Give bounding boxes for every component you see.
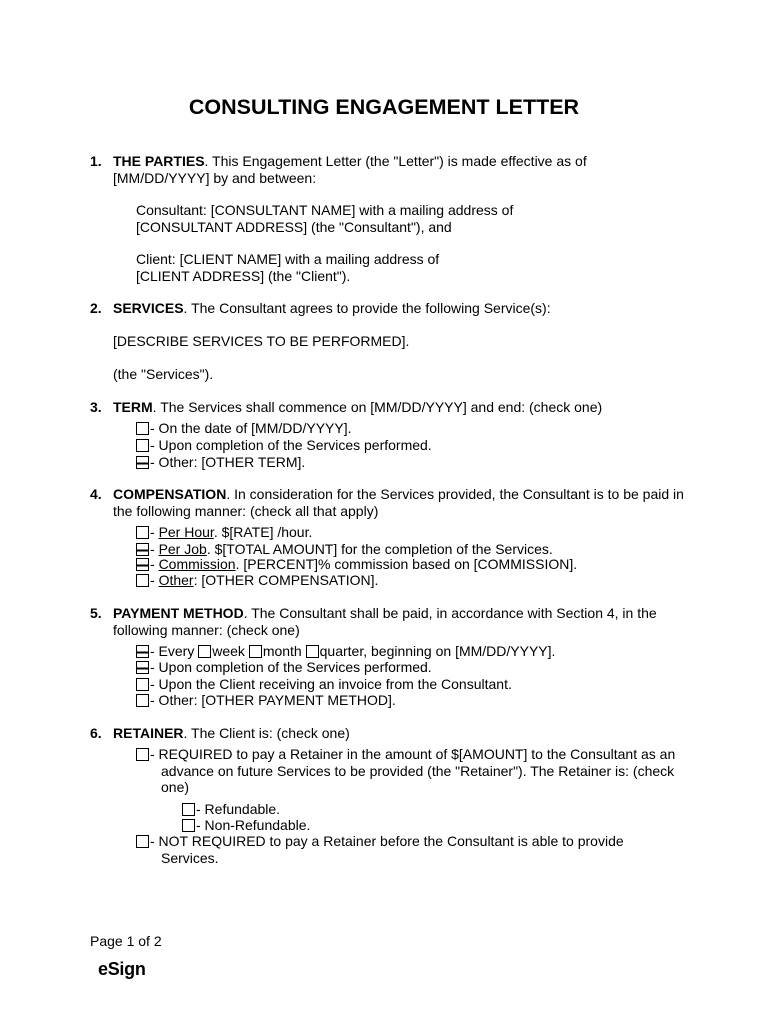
option-label: . [PERCENT]% commission based on [COMMISSION]. <box>235 556 578 572</box>
section-heading: PAYMENT METHOD <box>113 605 244 621</box>
checkbox[interactable] <box>182 819 195 832</box>
section-4-line-1 <box>113 486 684 503</box>
checkbox[interactable] <box>136 422 149 435</box>
option-dash: - <box>150 541 159 557</box>
week-checkbox[interactable] <box>198 645 211 658</box>
section-number: 6. <box>90 725 102 741</box>
section-number: 3. <box>90 399 102 415</box>
option-label: - Other: [OTHER PAYMENT METHOD]. <box>150 692 396 708</box>
option-label: . $[RATE] /hour. <box>213 524 313 540</box>
option-label: - Non-Refundable. <box>196 817 311 833</box>
section-heading: RETAINER <box>113 725 184 741</box>
payment-option-other <box>136 692 396 709</box>
option-label: - NOT REQUIRED to pay a Retainer before the Consultant is able to provide <box>150 833 624 849</box>
page-number: Page 1 of 2 <box>90 933 162 949</box>
option-label: - Upon the Client receiving an invoice from the Consultant. <box>150 676 512 692</box>
option-dash: - <box>150 572 159 588</box>
section-text: [MM/DD/YYYY] by and between: <box>113 170 317 186</box>
checkbox[interactable] <box>136 574 149 587</box>
compensation-option-commission <box>136 556 577 573</box>
retainer-required-option <box>136 746 675 763</box>
payment-option-completion <box>136 659 432 676</box>
option-label: month <box>262 643 306 659</box>
option-name: Per Hour <box>158 524 214 540</box>
services-description: [DESCRIBE SERVICES TO BE PERFORMED]. <box>113 333 410 349</box>
option-label: - Upon completion of the Services performed. <box>150 437 432 453</box>
section-heading: COMPENSATION <box>113 486 227 502</box>
services-definition: (the "Services"). <box>113 366 214 382</box>
section-text: . This Engagement Letter (the "Letter") is made effective as of <box>204 153 587 169</box>
section-heading: SERVICES <box>113 300 184 316</box>
checkbox[interactable] <box>136 661 149 674</box>
section-text: . The Consultant shall be paid, in accordance with Section 4, in the <box>243 605 657 621</box>
section-text: . The Client is: (check one) <box>183 725 350 741</box>
checkbox[interactable] <box>136 678 149 691</box>
checkbox[interactable] <box>136 645 149 658</box>
term-option-1 <box>136 420 352 437</box>
compensation-option-hour <box>136 524 312 541</box>
document-title: CONSULTING ENGAGEMENT LETTER <box>188 95 580 119</box>
section-1-line-1 <box>113 153 587 170</box>
checkbox[interactable] <box>136 694 149 707</box>
checkbox[interactable] <box>136 456 149 469</box>
section-heading: TERM <box>113 399 153 415</box>
option-label: : [OTHER COMPENSATION]. <box>193 572 379 588</box>
compensation-option-other <box>136 572 378 589</box>
option-dash: - <box>150 556 159 572</box>
checkbox[interactable] <box>136 835 149 848</box>
option-label: - Every <box>150 643 199 659</box>
payment-option-periodic <box>136 643 555 660</box>
option-label: advance on future Services to be provided (the "Retainer"). The Retainer is: (check <box>161 763 675 779</box>
option-label: Services. <box>161 850 219 866</box>
esign-logo: eSign <box>98 959 146 979</box>
option-label: . $[TOTAL AMOUNT] for the completion of the Services. <box>206 541 553 557</box>
section-2-line-1 <box>113 300 551 317</box>
checkbox[interactable] <box>182 803 195 816</box>
term-option-3 <box>136 454 305 471</box>
option-label: week <box>212 643 249 659</box>
section-number: 2. <box>90 300 102 316</box>
payment-option-invoice <box>136 676 512 693</box>
client-line-1: Client: [CLIENT NAME] with a mailing address of <box>136 251 440 267</box>
non-refundable-option <box>182 817 310 834</box>
section-text: . In consideration for the Services provided, the Consultant is to be paid in <box>226 486 684 502</box>
section-3-line-1 <box>113 399 602 416</box>
checkbox[interactable] <box>136 543 149 556</box>
section-6-line-1 <box>113 725 350 742</box>
retainer-not-required-option <box>136 833 624 850</box>
option-label: - REQUIRED to pay a Retainer in the amount of $[AMOUNT] to the Consultant as an <box>150 746 676 762</box>
section-heading: THE PARTIES <box>113 153 205 169</box>
option-name: Commission <box>158 556 236 572</box>
consultant-line-2: [CONSULTANT ADDRESS] (the "Consultant"), and <box>136 219 452 235</box>
month-checkbox[interactable] <box>249 645 262 658</box>
option-label: - Upon completion of the Services performed. <box>150 659 432 675</box>
option-label: - On the date of [MM/DD/YYYY]. <box>150 420 352 436</box>
section-text: . The Services shall commence on [MM/DD/YYYY] and end: (check one) <box>152 399 603 415</box>
option-label: - Refundable. <box>196 801 281 817</box>
option-name: Per Job <box>158 541 207 557</box>
checkbox[interactable] <box>136 558 149 571</box>
option-label: - Other: [OTHER TERM]. <box>150 454 306 470</box>
option-name: Other <box>158 572 194 588</box>
option-dash: - <box>150 524 159 540</box>
client-line-2: [CLIENT ADDRESS] (the "Client"). <box>136 268 351 284</box>
term-option-2 <box>136 437 432 454</box>
checkbox[interactable] <box>136 439 149 452</box>
section-text: following manner: (check one) <box>113 622 300 638</box>
section-text: . The Consultant agrees to provide the following Service(s): <box>183 300 551 316</box>
quarter-checkbox[interactable] <box>306 645 319 658</box>
consultant-line-1: Consultant: [CONSULTANT NAME] with a mailing address of <box>136 202 514 218</box>
option-label: one) <box>161 779 190 795</box>
section-5-line-1 <box>113 605 657 622</box>
section-text: the following manner: (check all that apply) <box>113 503 379 519</box>
refundable-option <box>182 801 280 818</box>
section-number: 5. <box>90 605 102 621</box>
checkbox[interactable] <box>136 526 149 539</box>
section-number: 1. <box>90 153 102 169</box>
section-number: 4. <box>90 486 102 502</box>
option-label: quarter, beginning on [MM/DD/YYYY]. <box>319 643 556 659</box>
checkbox[interactable] <box>136 748 149 761</box>
